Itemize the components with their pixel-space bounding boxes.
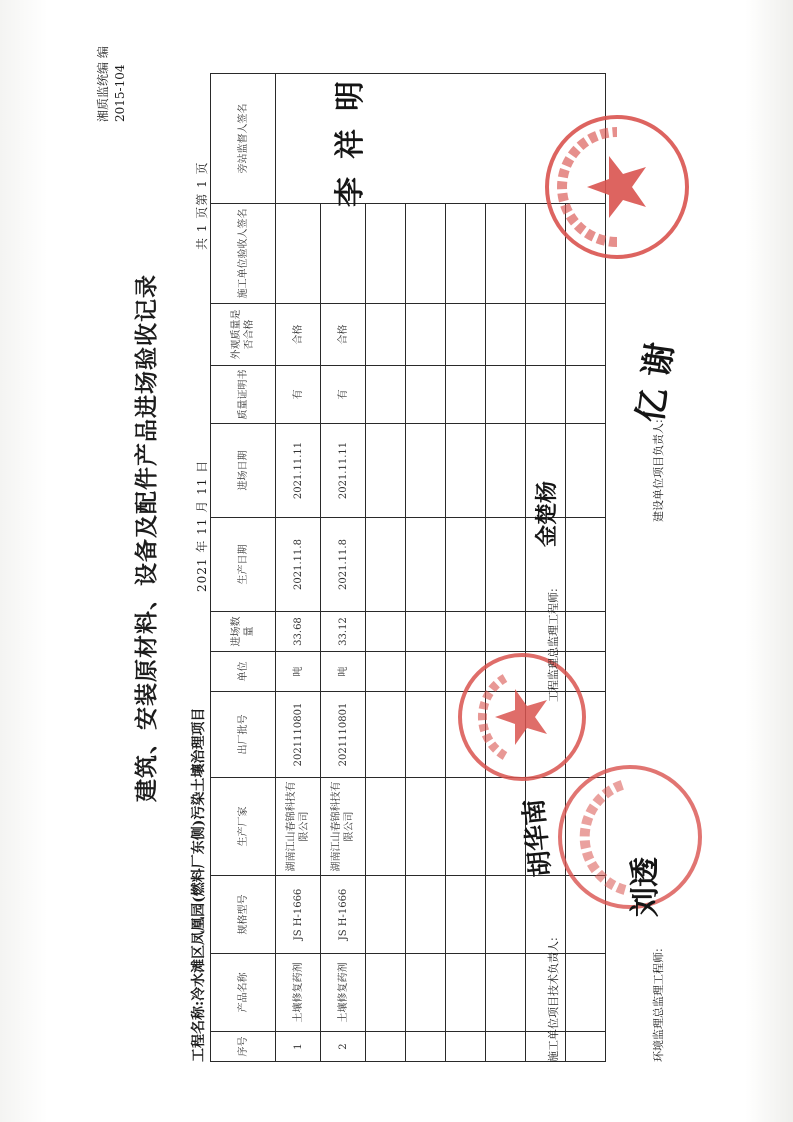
table-cell: 33.12 xyxy=(321,612,366,652)
table-header-row xyxy=(211,74,276,1062)
header-cell: 规格型号 xyxy=(211,876,276,954)
table-row-empty xyxy=(486,74,526,1062)
table-row xyxy=(321,74,366,1062)
header-cell: 外观质量是否合格 xyxy=(211,304,276,366)
table-cell: 2021110801 xyxy=(321,692,366,778)
table-cell: 33.68 xyxy=(276,612,321,652)
table-row-empty xyxy=(406,74,446,1062)
table-cell: 2021110801 xyxy=(276,692,321,778)
page-title: 建筑、安装原材料、设备及配件产品进场验收记录 xyxy=(134,274,160,802)
table-row-empty xyxy=(366,74,406,1062)
handwritten-signature: 金楚杨 xyxy=(535,480,560,547)
table-cell: 湖南江山春锦科技有限公司 xyxy=(276,778,321,876)
table-cell xyxy=(321,204,366,304)
handwritten-signature: 亿 谢 xyxy=(630,340,682,425)
table-cell: 1 xyxy=(276,1032,321,1062)
env-supervision-chief-label: 环境监理总监理工程师: xyxy=(652,948,665,1062)
form-code: 湘质监统编 编 2015-104 xyxy=(96,46,127,122)
header-cell: 生产厂家 xyxy=(211,778,276,876)
header-cell: 序号 xyxy=(211,1032,276,1062)
table-cell xyxy=(276,204,321,304)
record-date: 2021 年 11 月 11 日 xyxy=(195,459,209,592)
table-cell: 2021.11.8 xyxy=(321,518,366,612)
table-row xyxy=(276,74,321,1062)
header-cell: 产品名称 xyxy=(211,954,276,1032)
header-cell: 质量证明书 xyxy=(211,366,276,424)
owner-project-lead-label: 建设单位项目负责人: xyxy=(652,419,665,522)
header-cell: 旁站监督人签名 xyxy=(211,74,276,204)
table-cell: 2 xyxy=(321,1032,366,1062)
table-cell: 2021.11.11 xyxy=(321,424,366,518)
page-count: 共 1 页第 1 页 xyxy=(195,161,209,250)
table-cell: 吨 xyxy=(321,652,366,692)
table-cell: 湖南江山春锦科技有限公司 xyxy=(321,778,366,876)
header-cell: 单位 xyxy=(211,652,276,692)
header-cell: 生产日期 xyxy=(211,518,276,612)
table-cell: 有 xyxy=(321,366,366,424)
supervision-chief-label: 工程监理总监理工程师: xyxy=(547,588,560,702)
table-row-empty xyxy=(446,74,486,1062)
table-cell: JS H-1666 xyxy=(321,876,366,954)
table-cell: 吨 xyxy=(276,652,321,692)
table-cell: 2021.11.8 xyxy=(276,518,321,612)
header-cell: 进场日期 xyxy=(211,424,276,518)
table-cell: 土壤修复药剂 xyxy=(276,954,321,1032)
district-seal-stamp xyxy=(542,112,692,262)
table-cell: 土壤修复药剂 xyxy=(321,954,366,1032)
header-cell: 施工单位验收人签名 xyxy=(211,204,276,304)
table-cell: JS H-1666 xyxy=(276,876,321,954)
header-cell: 进场数量 xyxy=(211,612,276,652)
project-name: 工程名称:冷水滩区凤凰园(燃料厂东侧)污染土壤治理项目 xyxy=(191,707,207,1062)
table-cell: 2021.11.11 xyxy=(276,424,321,518)
header-cell: 出厂批号 xyxy=(211,692,276,778)
table-cell: 合格 xyxy=(321,304,366,366)
handwritten-signature: 李祥明 xyxy=(333,63,368,207)
handwritten-signature: 胡华南 xyxy=(518,797,557,879)
handwritten-signature: 刘透 xyxy=(628,857,663,917)
construction-tech-lead-label: 施工单位项目技术负责人: xyxy=(547,937,560,1062)
table-cell: 有 xyxy=(276,366,321,424)
table-cell: 合格 xyxy=(276,304,321,366)
